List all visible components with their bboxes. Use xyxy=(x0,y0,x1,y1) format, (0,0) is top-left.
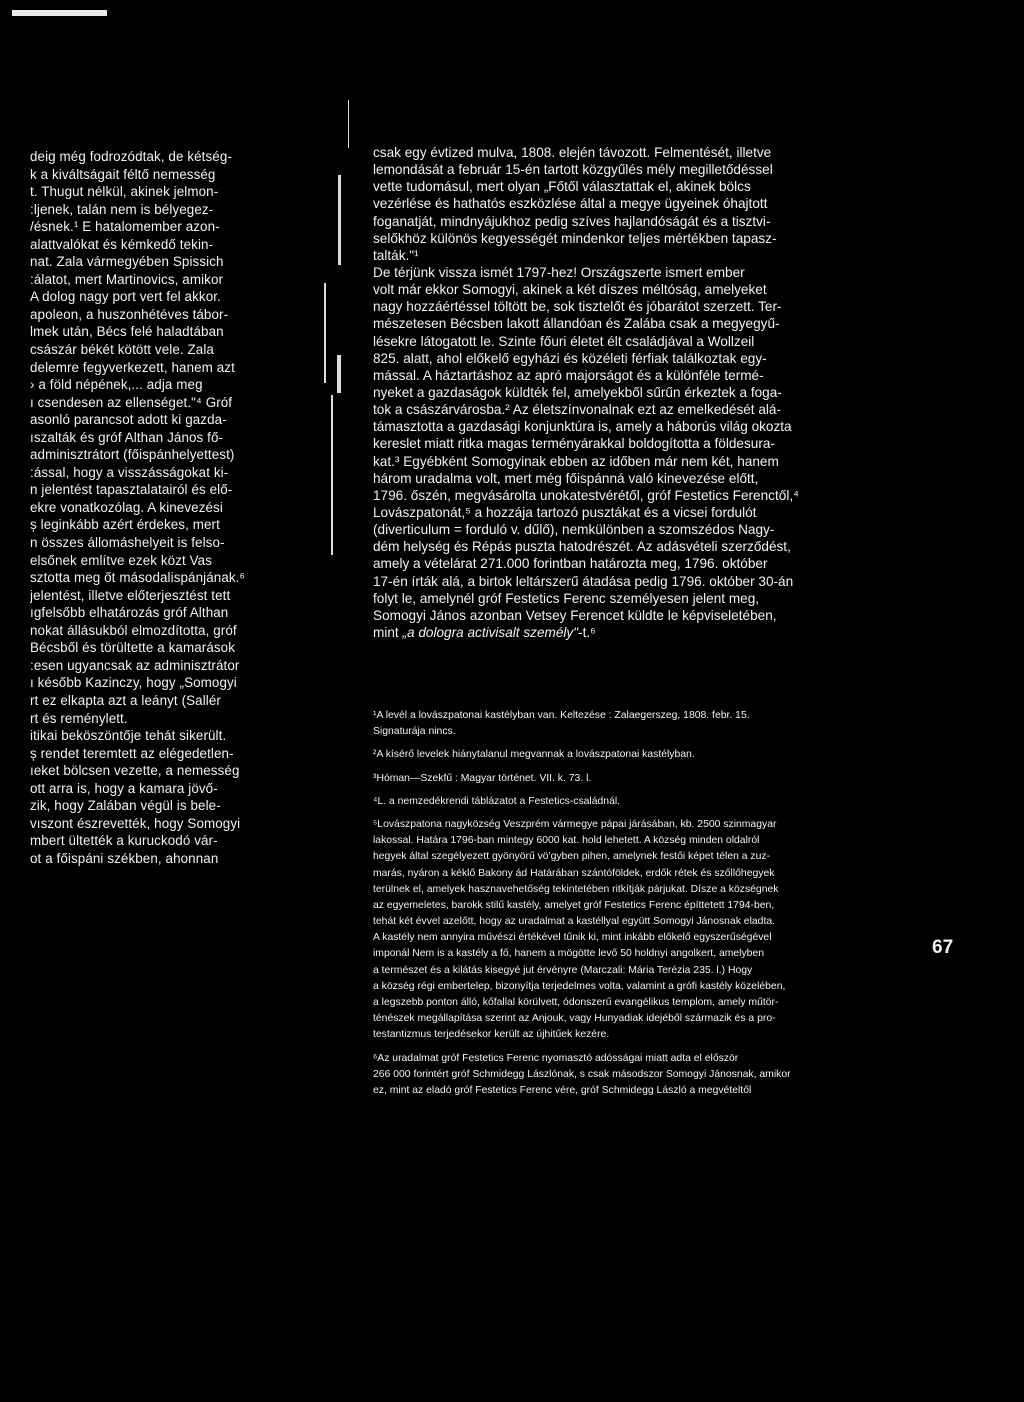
text-line: ott arra is, hogy a kamara jövő- xyxy=(30,780,218,796)
text-line: itikai beköszöntője tehát sikerült. xyxy=(30,728,227,744)
text-line: vette tudomásul, mert olyan „Főtől választattak el, akinek bölcs xyxy=(373,179,751,195)
text-line: lésekre látogatott le. Szinte főuri életet élt családjával a Wollzeil xyxy=(373,333,755,349)
text-line: /ésnek.¹ E hatalomember azon- xyxy=(30,219,220,235)
text-line: volt már ekkor Somogyi, akinek a két díszes méltóság, amelyeket xyxy=(373,282,767,298)
text-line: mbert ültették a kuruckodó vár- xyxy=(30,833,218,849)
text-line: ıszalták és gróf Althan János fő- xyxy=(30,429,224,445)
footnote-line: 266 000 forintért gróf Schmidegg Lászlónak, s csak másodszor Somogyi Jánosnak, amikor xyxy=(373,1068,791,1080)
text-line: ı csendesen az ellenséget."⁴ Gróf xyxy=(30,394,233,410)
text-line-start: mint xyxy=(373,624,403,640)
footnote-line: a község régi embertelep, bizonyítja terjedelmes volta, valamint a grófi kastély közelében, xyxy=(373,980,786,992)
text-line: :ással, hogy a visszásságokat ki- xyxy=(30,464,229,480)
text-line: csak egy évtized mulva, 1808. elején távozott. Felmentését, illetve xyxy=(373,145,772,160)
text-line: jelentést, illetve előterjesztést tett xyxy=(30,587,231,603)
footnote-gap xyxy=(373,764,921,771)
text-line: lemondását a február 15-én tartott közgyűlés mély megilletődéssel xyxy=(373,162,773,178)
text-line: Lovászpatonát,⁵ a hozzája tartozó pusztákat és a vicsei fordulót xyxy=(373,504,757,520)
footnote-line: ³Hóman—Szekfű : Magyar történet. VII. k. 73. l. xyxy=(373,772,592,784)
text-line: tok a császárvárosba.² Az életszínvonalnak ezt az emelkedését alá- xyxy=(373,402,782,418)
text-line: :ljenek, talán nem is bélyegez- xyxy=(30,201,214,217)
footnote-line: A kastély nem annyira művészi értékével tűnik ki, mint inkább előkelő egyszerűségével xyxy=(373,932,772,944)
text-line: amely a vételárat 271.000 forintban határozta meg, 1796. október xyxy=(373,556,768,572)
footnote-line: ez, mint az eladó gróf Festetics Ferenc vére, gróf Schmidegg László a megvételtől xyxy=(373,1084,752,1096)
footnote-line: ⁶Az uradalmat gróf Festetics Ferenc nyomasztó adósságai miatt adta el először xyxy=(373,1052,739,1064)
text-line: ot a főispáni székben, ahonnan xyxy=(30,850,219,866)
text-line: támasztotta a gazdasági konjunktúra is, amely a háborús világ okozta xyxy=(373,419,792,435)
text-line: rt és reménylett. xyxy=(30,710,128,726)
text-line: elsőnek említve ezek közt Vas xyxy=(30,552,213,568)
gutter-rule xyxy=(348,100,349,148)
footnote-line: a természet és a kilátás kisegyé jut érvényre (Marczali: Mária Terézia 235. l.) Hogy xyxy=(373,964,753,976)
gutter-rule xyxy=(338,175,341,265)
footnote-6 xyxy=(373,1051,921,1100)
text-line: kat.³ Egyébként Somogyinak ebben az időben már nem két, hanem xyxy=(373,453,779,469)
text-line: foganatját, mindnyájukhoz pedig szíves hajlandóságát és a tisztvi- xyxy=(373,213,771,229)
gutter-rule xyxy=(324,283,326,383)
text-line: 17-én írták alá, a birtok leltárszerű átadása pedig 1796. október 30-án xyxy=(373,573,794,589)
text-line: császár békét kötött vele. Zala xyxy=(30,342,214,358)
text-line: nagy hozzáértéssel töltött be, sok tisztelőt és jóbarátot szerzett. Ter- xyxy=(373,299,782,315)
left-page-column xyxy=(30,148,290,867)
text-line: nokat állásukból elmozdította, gróf xyxy=(30,622,237,638)
footnote-line: hegyek által szegélyezett gyönyörű vö'gyben pihen, amelynek festői képet télen a zuz- xyxy=(373,851,771,863)
text-line: selőkhöz különös kegyességét mindenkor teljes mértékben tapasz- xyxy=(373,230,777,246)
text-line: ı később Kazinczy, hogy „Somogyi xyxy=(30,675,237,691)
text-line xyxy=(373,624,913,641)
text-line: nat. Zala vármegyében Spissich xyxy=(30,254,224,270)
text-line: talták."¹ xyxy=(373,247,419,263)
text-line: Bécsből és törültette a kamarások xyxy=(30,640,236,656)
text-line: :esen ugyancsak az adminisztrátor xyxy=(30,657,240,673)
text-line: delemre fegyverkezett, hanem azt xyxy=(30,359,235,375)
footnotes xyxy=(373,708,921,1099)
text-line: mással. A háztartáshoz az apró majorságot és a különféle termé- xyxy=(373,367,764,383)
text-line: rt ez elkapta azt a leányt (Sallér xyxy=(30,692,221,708)
footnote-line: tehát két évvel azelőtt, hogy az uradalmat a kastéllyal együtt Somogyi Jánosnak eladta. xyxy=(373,916,776,928)
text-line: adminisztrátort (főispánhelyettest) xyxy=(30,447,235,463)
text-line: A dolog nagy port vert fel akkor. xyxy=(30,289,221,305)
footnote-line: lakossal. Határa 1796-ban mintegy 6000 kat. hold lehetett. A község minden oldalról xyxy=(373,835,760,847)
footnote-line: imponál Nem is a kastély a fő, hanem a mögötte levő 50 holdnyi angolkert, amelyben xyxy=(373,948,765,960)
footnote-line: a legszebb ponton álló, kőfallal körülvett, ódonszerű evangélikus templom, amely műtör- xyxy=(373,997,779,1008)
text-line: n összes állomáshelyeit is felso- xyxy=(30,535,225,551)
text-line: ıgfelsőbb elhatározás gróf Althan xyxy=(30,605,229,621)
text-line: deig még fodrozódtak, de kétség- xyxy=(30,149,232,164)
footnote-4 xyxy=(373,794,921,810)
text-line: zik, hogy Zalában végül is bele- xyxy=(30,798,221,814)
text-line: (diverticulum = forduló v. dűlő), nemkülönben a szomszédos Nagy- xyxy=(373,522,775,538)
footnote-line: ²A kísérő levelek hiánytalanul megvannak a lovászpatonai kastélyban. xyxy=(373,749,695,761)
footnote-gap xyxy=(373,1044,921,1051)
text-line: sztotta meg őt másodalispánjának.⁶ xyxy=(30,570,246,586)
text-line: apoleon, a huszonhétéves tábor- xyxy=(30,306,229,322)
text-line: mészetesen Bécsben lakott állandóan és Zalába csak a megyegyű- xyxy=(373,316,780,332)
text-line: vezérlése és hathatós eszközlése által a megye ügyeinek óhajtott xyxy=(373,196,768,212)
page-number: 67 xyxy=(932,937,954,958)
text-line-end: -t.⁶ xyxy=(578,624,596,640)
text-line: k a kiváltságait féltő nemesség xyxy=(30,166,216,182)
footnote-line: az egyemeletes, barokk stilű kastély, amelyet gróf Festetics Ferenc építtetett 1794-ben, xyxy=(373,899,775,911)
footnote-line: ⁴L. a nemzedékrendi táblázatot a Festetics-családnál. xyxy=(373,795,621,807)
text-line: kereslet miatt ritka magas terményárakkal boldogította a földesura- xyxy=(373,436,775,452)
text-line: dém helység és Répás puszta hatodrészét. Az adásvételi szerződést, xyxy=(373,539,791,555)
footnote-gap xyxy=(373,787,921,794)
text-line: folyt le, amelynél gróf Festetics Ferenc személyesen jelent meg, xyxy=(373,590,760,606)
text-line: 1796. őszén, megvásárolta unokatestvérétől, gróf Festetics Ferenctől,⁴ xyxy=(373,487,799,503)
footnote-line: testantizmus terjedésekor került az újhitűek kezére. xyxy=(373,1029,610,1041)
text-line: ekre vonatkozólag. A kinevezési xyxy=(30,499,223,515)
right-page-column xyxy=(373,144,913,641)
footnote-line: ¹A levél a lovászpatonai kastélyban van. Keltezése : Zalaegerszeg, 1808. febr. 15. xyxy=(373,710,750,721)
text-line: Somogyi János azonban Vetsey Ferencet küldte le képviseletében, xyxy=(373,607,777,623)
footnote-gap xyxy=(373,810,921,817)
text-line: ș leginkább azért érdekes, mert xyxy=(30,517,220,533)
text-line: ș rendet teremtett az elégedetlen- xyxy=(30,745,234,761)
footnote-line: ténészek megállapítása szerint az Anjouk, vagy Hunyadiak idejéből származik és a pro- xyxy=(373,1013,776,1025)
text-line: nyeket a gazdaságok küldték fel, amelyekből sűrűn érkeztek a foga- xyxy=(373,384,782,400)
text-line: De térjünk vissza ismét 1797-hez! Országszerte ismert ember xyxy=(373,264,745,280)
footnote-gap xyxy=(373,740,921,747)
footnote-line: terülnek el, amelyek hasznavehetőség tekintetében ritkítják párjukat. Dísze a községnek xyxy=(373,883,779,895)
gutter-rule xyxy=(337,355,341,393)
text-line: :álatot, mert Martinovics, amikor xyxy=(30,271,224,287)
text-line: asonló parancsot adott ki gazda- xyxy=(30,412,227,428)
footnote-line: ⁵Lovászpatona nagyközség Veszprém vármegye pápai járásában, kb. 2500 szinmagyar xyxy=(373,818,777,830)
text-line: 825. alatt, ahol előkelő egyházi és közéleti férfiak találkoztak egy- xyxy=(373,350,767,366)
italic-quote: „a dologra activisalt személy" xyxy=(402,624,579,640)
gutter-rule xyxy=(331,395,333,555)
top-edge-bar xyxy=(12,10,107,16)
footnote-1 xyxy=(373,708,921,740)
footnote-line: Signaturája nincs. xyxy=(373,726,456,738)
footnote-2 xyxy=(373,747,921,763)
footnote-line: marás, nyáron a kéklő Bakony ád Határában szántóföldek, erdők rétek és szőllőhegyek xyxy=(373,867,775,879)
text-line: t. Thugut nélkül, akinek jelmon- xyxy=(30,184,219,200)
text-line: n jelentést tapasztalatairól és elő- xyxy=(30,482,233,498)
text-line: három uradalma volt, mert még főispánná való kinevezése előtt, xyxy=(373,470,759,486)
text-line: ıeket bölcsen vezette, a nemesség xyxy=(30,763,240,779)
text-line: vıszont észrevették, hogy Somogyi xyxy=(30,815,241,831)
text-line: alattvalókat és kémkedő tekin- xyxy=(30,236,214,252)
footnote-3 xyxy=(373,771,921,787)
footnote-5 xyxy=(373,817,921,1044)
text-line: lmek után, Bécs felé haladtában xyxy=(30,324,224,340)
text-line: › a föld népének,... adja meg xyxy=(30,377,203,393)
